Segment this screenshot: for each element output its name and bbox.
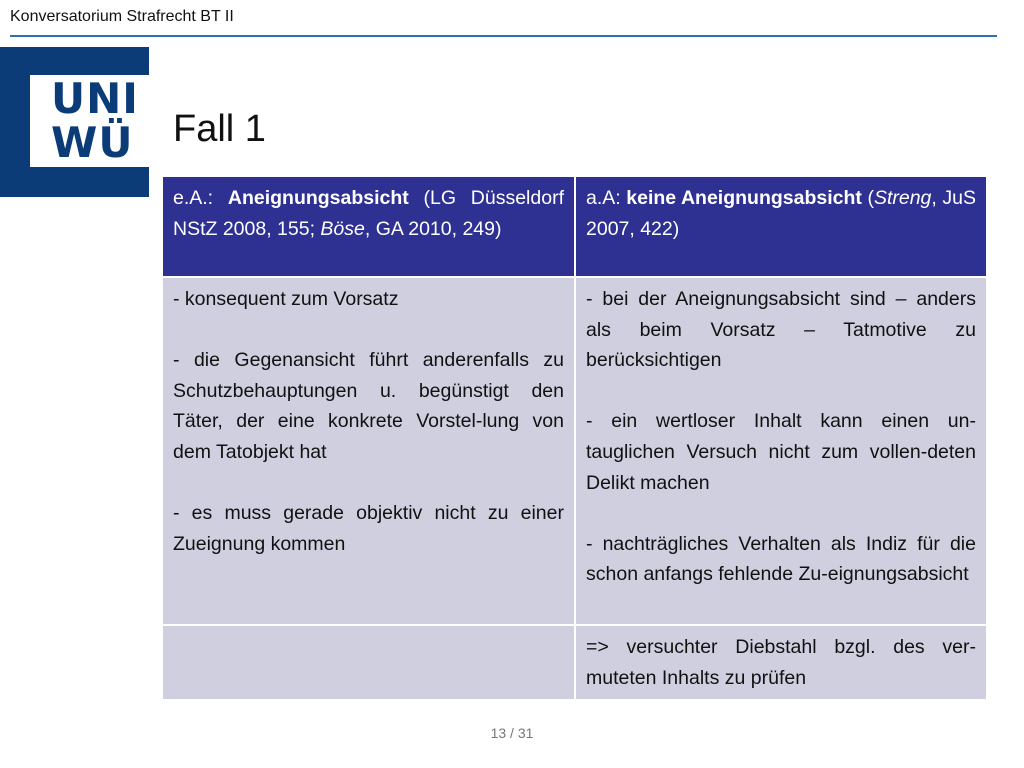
body-cell-opinion-b (575, 277, 987, 625)
body-cell-opinion-a (162, 277, 575, 625)
list-item: - konsequent zum Vorsatz (173, 288, 399, 310)
list-item: - es muss gerade objektiv nicht zu einer Zueignung kommen (173, 502, 564, 555)
conclusion-cell-empty (162, 625, 575, 700)
header-b-mid: ( (861, 187, 874, 209)
header-a-italic: Böse (320, 217, 365, 240)
header-b-suffix: , JuS 2007, 422) (586, 187, 976, 240)
table-conclusion-row (162, 625, 987, 700)
list-item: - die Gegenansicht führt anderenfalls zu Schutzbehauptungen u. begünstigt den Täter, der eine konkrete Vorstel-lung von dem Tatobjekt hat (173, 349, 564, 463)
header-divider (10, 35, 997, 37)
header-a-suffix: , GA 2010, 249) (364, 217, 502, 240)
list-item: - ein wertloser Inhalt kann einen un-tauglichen Versuch nicht zum vollen-deten Delikt machen (586, 410, 976, 494)
table-body-row (162, 277, 987, 625)
header-a-bold: Aneignungsabsicht (227, 187, 409, 209)
comparison-table (161, 175, 988, 701)
header-b-prefix: a.A: (586, 187, 627, 209)
conclusion-cell: => versuchter Diebstahl bzgl. des ver-muteten Inhalts zu prüfen (575, 625, 987, 700)
header-cell-opinion-a (162, 176, 575, 277)
header-b-bold: keine Aneignungsabsicht (626, 187, 862, 209)
table-header-row (162, 176, 987, 277)
header-a-mid: (LG Düsseldorf NStZ 2008, 155; (173, 187, 564, 240)
header-title: Konversatorium Strafrecht BT II (10, 8, 234, 25)
list-item: - bei der Aneignungsabsicht sind – anders als beim Vorsatz – Tatmotive zu berücksichtigen (586, 288, 976, 372)
logo-text-uni: UNI (51, 74, 139, 123)
header-b-italic: Streng (873, 187, 932, 209)
logo-text-wue: WÜ (51, 118, 134, 167)
slide-title: Fall 1 (173, 108, 266, 150)
header-a-prefix: e.A.: (173, 187, 228, 209)
header-cell-opinion-b (575, 176, 987, 277)
page-number: 13 / 31 (490, 725, 534, 741)
list-item: - nachträgliches Verhalten als Indiz für die schon anfangs fehlende Zu-eignungsabsicht (586, 532, 976, 586)
